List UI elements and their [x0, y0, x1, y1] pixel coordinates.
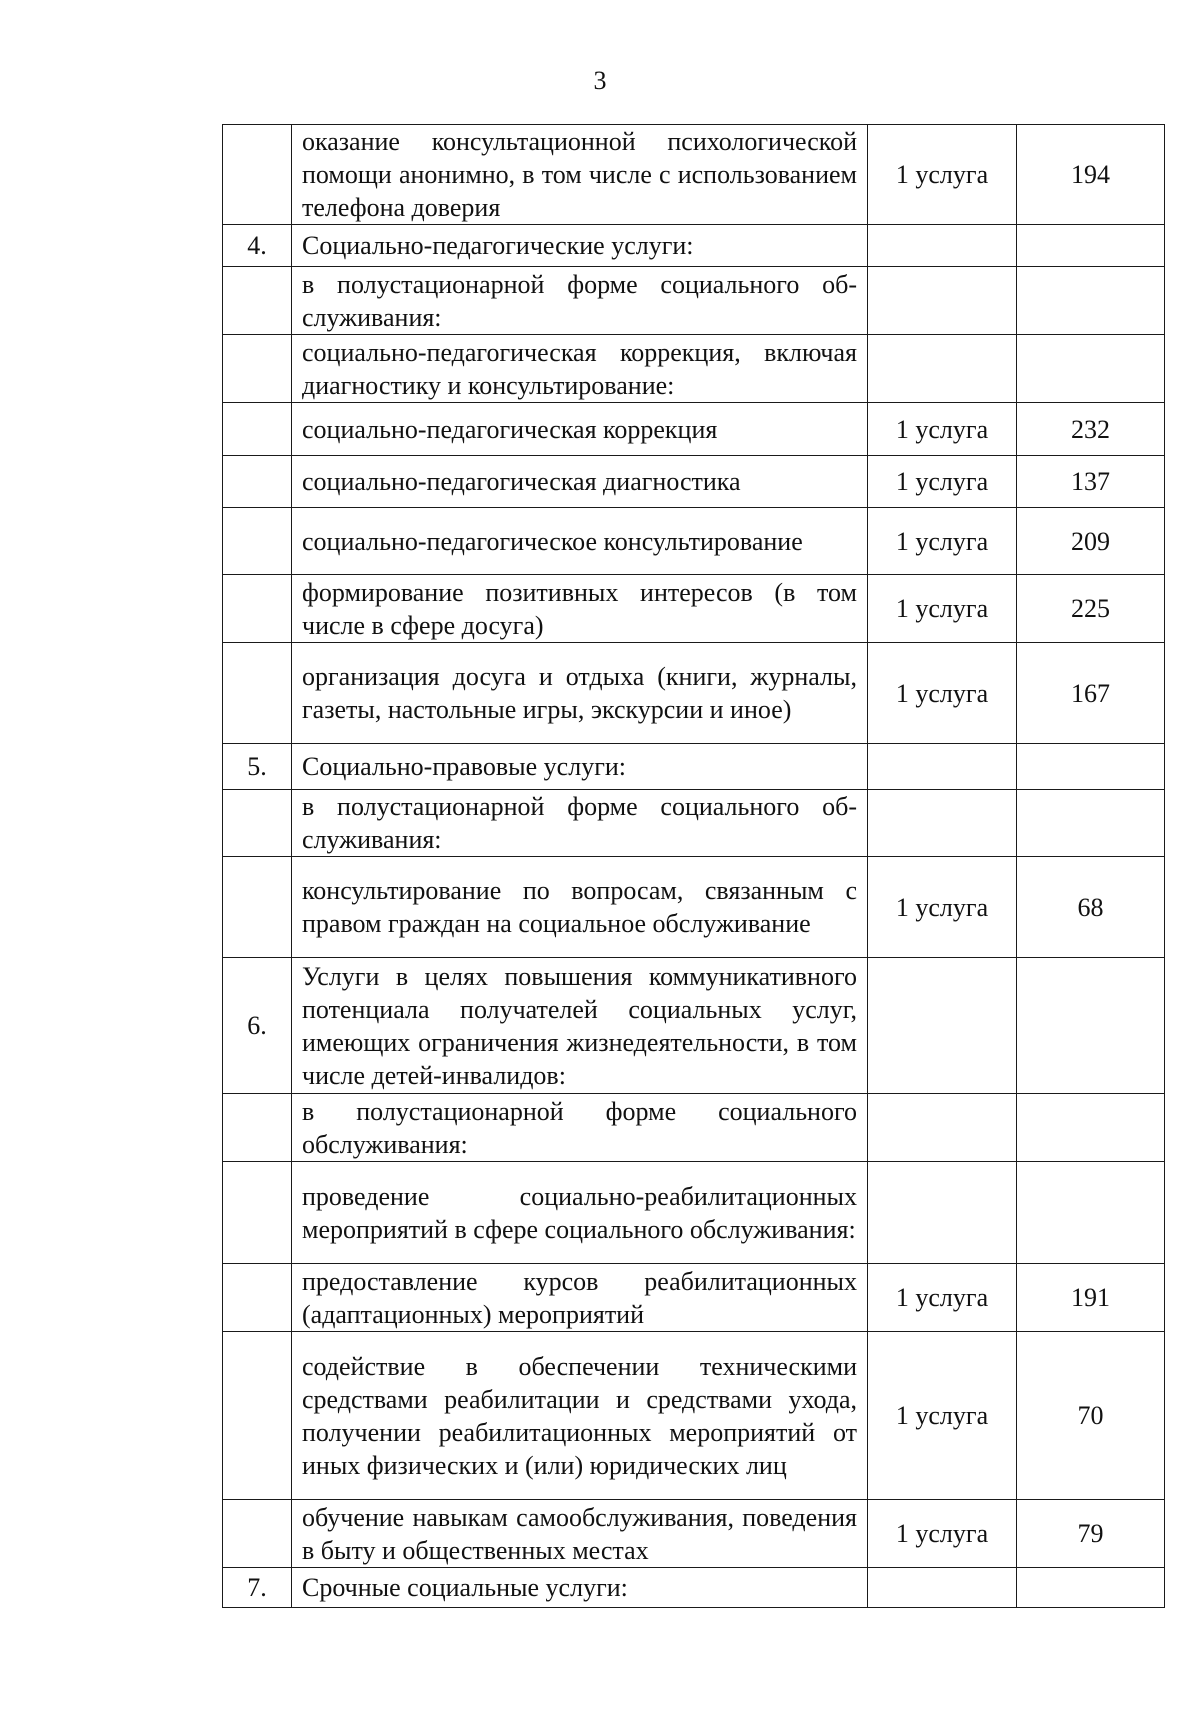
row-number — [223, 508, 292, 575]
service-price — [1017, 1568, 1165, 1608]
unit-of-measure: 1 услуга — [868, 403, 1017, 456]
section-title: Социально-правовые услуги: — [292, 744, 868, 790]
unit-of-measure: 1 услуга — [868, 857, 1017, 958]
table-row — [223, 125, 1165, 225]
section-title: Услуги в целях повышения коммуникативного потенциала получателей социальных услуг, имеющих ограничения жизнедеятельности, в том числе детей-инвалидов: — [292, 958, 868, 1094]
table-row — [223, 1264, 1165, 1332]
row-number — [223, 790, 292, 857]
table-row — [223, 335, 1165, 403]
table-row — [223, 1568, 1165, 1608]
row-number — [223, 1162, 292, 1264]
service-name: социально-педагогическая диагностика — [292, 456, 868, 508]
service-name: проведение социально-реабилитационных мероприятий в сфере социального обслуживания: — [292, 1162, 868, 1264]
table-row — [223, 643, 1165, 744]
unit-of-measure: 1 услуга — [868, 125, 1017, 225]
unit-of-measure — [868, 267, 1017, 335]
table-row — [223, 225, 1165, 267]
service-name: консультирование по вопросам, связанным с правом граждан на социальное обслуживание — [292, 857, 868, 958]
service-price — [1017, 225, 1165, 267]
table-row — [223, 403, 1165, 456]
unit-of-measure — [868, 790, 1017, 857]
table-row — [223, 744, 1165, 790]
unit-of-measure: 1 услуга — [868, 508, 1017, 575]
page-number: 3 — [593, 66, 607, 95]
row-number: 6. — [223, 958, 292, 1094]
service-price — [1017, 958, 1165, 1094]
row-number — [223, 1332, 292, 1500]
service-price — [1017, 335, 1165, 403]
table-row — [223, 1500, 1165, 1568]
service-name: оказание консультационной психологической помощи анонимно, в том числе с использованием телефона доверия — [292, 125, 868, 225]
unit-of-measure: 1 услуга — [868, 575, 1017, 643]
service-price: 225 — [1017, 575, 1165, 643]
unit-of-measure — [868, 1162, 1017, 1264]
row-number — [223, 857, 292, 958]
row-number — [223, 1264, 292, 1332]
row-number — [223, 643, 292, 744]
table-row — [223, 267, 1165, 335]
service-name: социально-педагогическая коррекция — [292, 403, 868, 456]
service-price: 191 — [1017, 1264, 1165, 1332]
unit-of-measure: 1 услуга — [868, 1332, 1017, 1500]
unit-of-measure — [868, 225, 1017, 267]
unit-of-measure — [868, 958, 1017, 1094]
unit-of-measure — [868, 1094, 1017, 1162]
table-row — [223, 958, 1165, 1094]
service-price — [1017, 267, 1165, 335]
section-title: Социально-педагогические услуги: — [292, 225, 868, 267]
unit-of-measure: 1 услуга — [868, 1500, 1017, 1568]
service-price: 79 — [1017, 1500, 1165, 1568]
service-name: в полустационарной форме социального обслуживания: — [292, 267, 868, 335]
service-price: 167 — [1017, 643, 1165, 744]
row-number: 4. — [223, 225, 292, 267]
row-number — [223, 335, 292, 403]
service-name: социально-педагогическая коррекция, включая диагностику и консультирование: — [292, 335, 868, 403]
table-row — [223, 1162, 1165, 1264]
service-price: 68 — [1017, 857, 1165, 958]
service-name: содействие в обеспечении техническими средствами реабилитации и средствами ухода, получении реабилитационных мероприятий от иных физических и (или) юридических лиц — [292, 1332, 868, 1500]
table-row — [223, 575, 1165, 643]
row-number — [223, 125, 292, 225]
table-row — [223, 1332, 1165, 1500]
row-number — [223, 456, 292, 508]
row-number — [223, 267, 292, 335]
service-price — [1017, 1094, 1165, 1162]
unit-of-measure: 1 услуга — [868, 1264, 1017, 1332]
unit-of-measure — [868, 335, 1017, 403]
service-name: обучение навыкам самообслуживания, поведения в быту и общественных местах — [292, 1500, 868, 1568]
row-number — [223, 1500, 292, 1568]
service-price: 232 — [1017, 403, 1165, 456]
table-row — [223, 857, 1165, 958]
row-number — [223, 403, 292, 456]
service-price: 70 — [1017, 1332, 1165, 1500]
service-price — [1017, 790, 1165, 857]
row-number — [223, 1094, 292, 1162]
section-title: Срочные социальные услуги: — [292, 1568, 868, 1608]
service-name: социально-педагогическое консультирование — [292, 508, 868, 575]
service-name: в полустационарной форме социального обслуживания: — [292, 790, 868, 857]
services-table — [222, 124, 1165, 1608]
unit-of-measure — [868, 1568, 1017, 1608]
row-number: 7. — [223, 1568, 292, 1608]
row-number: 5. — [223, 744, 292, 790]
unit-of-measure: 1 услуга — [868, 456, 1017, 508]
table-row — [223, 790, 1165, 857]
service-name: предоставление курсов реабилитационных (адаптационных) мероприятий — [292, 1264, 868, 1332]
service-price — [1017, 744, 1165, 790]
unit-of-measure: 1 услуга — [868, 643, 1017, 744]
table-row — [223, 1094, 1165, 1162]
service-price: 194 — [1017, 125, 1165, 225]
service-price — [1017, 1162, 1165, 1264]
service-name: в полустационарной форме социального обслуживания: — [292, 1094, 868, 1162]
service-price: 137 — [1017, 456, 1165, 508]
service-name: организация досуга и отдыха (книги, журналы, газеты, настольные игры, экскурсии и иное) — [292, 643, 868, 744]
table-row — [223, 508, 1165, 575]
row-number — [223, 575, 292, 643]
service-name: формирование позитивных интересов (в том числе в сфере досуга) — [292, 575, 868, 643]
table-row — [223, 456, 1165, 508]
unit-of-measure — [868, 744, 1017, 790]
service-price: 209 — [1017, 508, 1165, 575]
